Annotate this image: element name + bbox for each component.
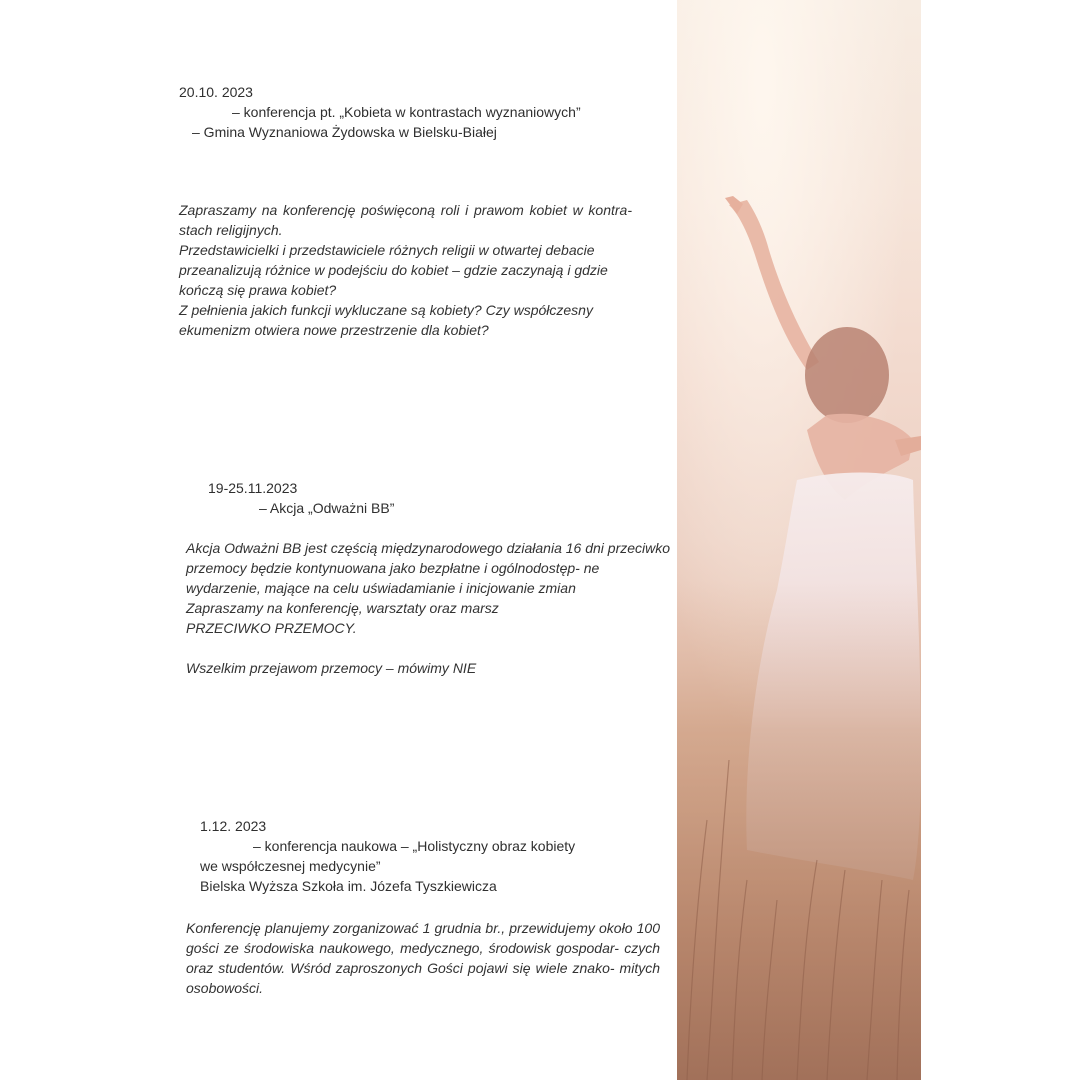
event-title: – konferencja pt. „Kobieta w kontrastach wyznaniowych” [232, 104, 581, 120]
photo-illustration [677, 0, 921, 1080]
description-paragraph: Zapraszamy na konferencję poświęconą roli i prawom kobiet w kontra- stach religijnych. [179, 202, 632, 238]
event-description [179, 200, 632, 340]
event-venue: Bielska Wyższa Szkoła im. Józefa Tyszkiewicza [200, 878, 497, 894]
description-slogan: Wszelkim przejawom przemocy – mówimy NIE [186, 660, 477, 676]
event-conference-oct [179, 82, 639, 338]
event-description [186, 918, 660, 998]
event-date: 1.12. 2023 [200, 818, 267, 834]
event-date: 19-25.11.2023 [208, 480, 298, 496]
description-paragraph: Z pełnienia jakich funkcji wykluczane są kobiety? Czy współczesny ekumenizm otwiera nowe przestrzenie dla kobiet? [179, 302, 593, 338]
description-paragraph: Akcja Odważni BB jest częścią międzynarodowego działania 16 dni przeciwko przemocy będzie kontynuowana jako bezpłatne i ogólnodostęp- ne wydarzenie, mające na celu uświadamianie i inicjowanie zmian [186, 540, 671, 596]
event-description [186, 538, 676, 678]
event-venue: – Gmina Wyznaniowa Żydowska w Bielsku-Białej [192, 124, 497, 140]
woman-meadow-photo [677, 0, 921, 1080]
description-paragraph: Przedstawicielki i przedstawiciele różnych religii w otwartej debacie przeanalizują różnice w podejściu do kobiet – gdzie zaczynają i gdzie kończą się prawa kobiet? [179, 242, 608, 298]
event-title: – Akcja „Odważni BB” [259, 500, 395, 516]
event-conference-dec [186, 816, 666, 996]
description-paragraph: PRZECIWKO PRZEMOCY. [186, 620, 357, 636]
event-date: 20.10. 2023 [179, 84, 253, 100]
event-odwazni-bb [186, 478, 676, 676]
description-paragraph: Konferencję planujemy zorganizować 1 grudnia br., przewidujemy około 100 gości ze środowiska naukowego, medycznego, środowisk gospodar- czych oraz studentów. Wśród zaproszonych Gości pojawi się wiele znako- mitych osobowości. [186, 920, 660, 996]
event-title: – konferencja naukowa – „Holistyczny obraz kobiety [253, 838, 576, 854]
event-title-continued: we współczesnej medycynie” [200, 858, 381, 874]
description-paragraph: Zapraszamy na konferencję, warsztaty oraz marsz [186, 600, 499, 616]
